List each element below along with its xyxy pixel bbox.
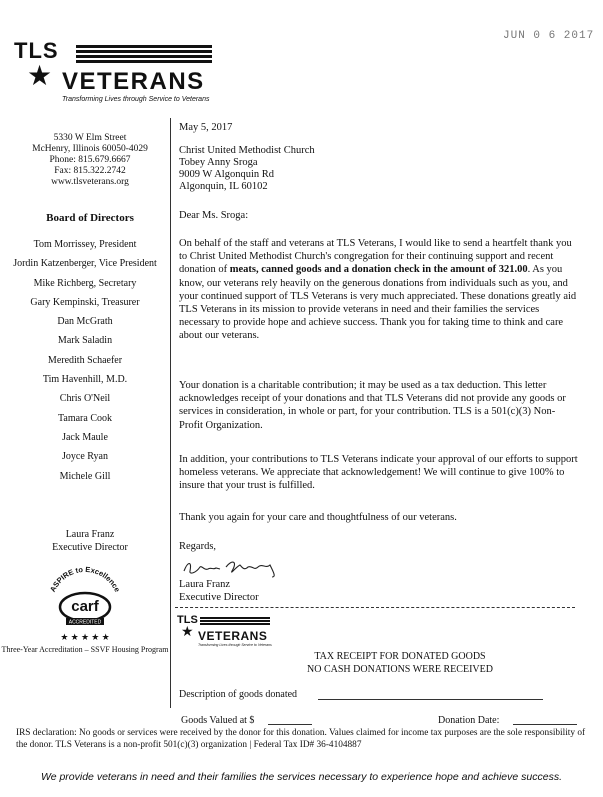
board-member: Joyce Ryan xyxy=(62,451,108,463)
logo-stripes xyxy=(76,45,212,65)
board-member: Tom Morrissey, President xyxy=(33,239,137,250)
logo-tls-text: TLS xyxy=(14,38,59,63)
column-divider xyxy=(170,118,171,708)
board-members-list xyxy=(0,235,170,486)
carf-caption: Three-Year Accreditation – SSVF Housing Program xyxy=(1,645,169,654)
signer-block xyxy=(179,578,259,604)
board-member: Chris O'Neil xyxy=(59,393,111,405)
receipt-title-line2: NO CASH DONATIONS WERE RECEIVED xyxy=(307,664,493,675)
signer-name: Laura Franz xyxy=(179,579,231,590)
recipient-line: Tobey Anny Sroga xyxy=(179,157,258,168)
board-member: Mark Saladin xyxy=(57,335,113,347)
board-member: Tamara Cook xyxy=(57,412,112,424)
letter-date: May 5, 2017 xyxy=(179,122,233,133)
paragraph-thanks-end: . As you know, our veterans rely heavily on the generous donations from individuals such as you, and your continued support of TLS Veterans is very much appreciated. These donations greatly aid TLS Veterans in its mission to provide veterans in need and their families the services necessary to provide hope and achieve success. Thank you for taking time to think and care about our veterans. xyxy=(179,264,577,342)
board-member: Mike Richberg, Secretary xyxy=(33,277,137,289)
star-icon: ★ xyxy=(181,625,194,640)
receipt-logo-tls: TLS xyxy=(177,614,198,626)
donation-date-label: Donation Date: xyxy=(438,715,500,726)
donation-date-field[interactable] xyxy=(513,724,577,725)
board-member: Michele Gill xyxy=(59,470,111,482)
exec-name: Laura Franz xyxy=(65,529,115,540)
svg-text:ASPIRE to Excellence xyxy=(48,565,122,594)
address-website: www.tlsveterans.org xyxy=(51,177,129,187)
recipient-address xyxy=(179,145,315,193)
exec-title: Executive Director xyxy=(52,542,128,553)
receipt-logo-tagline: Transforming Lives through Service to Veterans xyxy=(198,643,272,647)
address-phone: Phone: 815.679.6667 xyxy=(49,155,131,165)
goods-value-label: Goods Valued at $ xyxy=(181,715,255,726)
board-title: Board of Directors xyxy=(46,212,134,224)
address-line: 5330 W Elm Street xyxy=(53,133,127,143)
address-line: McHenry, Illinois 60050-4029 xyxy=(32,144,148,154)
paragraph-closing: Thank you again for your care and thoughtfulness of our veterans. xyxy=(179,512,457,523)
address-fax: Fax: 815.322.2742 xyxy=(54,166,126,176)
salutation: Dear Ms. Sroga: xyxy=(179,210,249,221)
goods-description-label: Description of goods donated xyxy=(179,689,298,700)
regards: Regards, xyxy=(179,541,217,552)
recipient-line: 9009 W Algonquin Rd xyxy=(179,169,274,180)
carf-accreditation-seal xyxy=(40,560,130,650)
receipt-logo-veterans: VETERANS xyxy=(198,629,268,643)
paragraph-thanks-start: On behalf of the staff and veterans at TLS Veterans, I would like to send a heartfelt thank you to Christ United Methodist Church's congregation for their continuing support and recent donation of xyxy=(179,238,572,276)
logo-veterans-text: VETERANS xyxy=(62,68,205,95)
receipt-logo-stripes xyxy=(200,617,270,626)
board-member: Jordin Katzenberger, Vice President xyxy=(13,258,157,270)
receipt-title-line1: TAX RECEIPT FOR DONATED GOODS xyxy=(314,651,486,662)
receipt-cut-line xyxy=(175,607,575,608)
executive-director-block xyxy=(20,528,160,554)
handwritten-signature xyxy=(180,555,290,579)
received-date-stamp: JUN 0 6 2017 xyxy=(503,30,595,42)
goods-description-field[interactable] xyxy=(318,699,543,700)
svg-text:★ ★ ★ ★ ★: ★ ★ ★ ★ ★ xyxy=(60,632,110,642)
paragraph-approval: In addition, your contributions to TLS Veterans indicate your approval of our efforts to support homeless veterans. We appreciate that acknowledgement! We will continue to give 100% to insure that your trust is fulfilled. xyxy=(179,454,578,492)
recipient-line: Christ United Methodist Church xyxy=(179,145,315,156)
board-member: Jack Maule xyxy=(62,431,108,443)
board-member: Gary Kempinski, Treasurer xyxy=(30,296,140,308)
star-icon: ★ xyxy=(27,61,53,92)
board-member: Dan McGrath xyxy=(57,316,113,328)
donation-highlight: meats, canned goods and a donation check in the amount of 321.00 xyxy=(229,264,528,276)
goods-value-field[interactable] xyxy=(268,724,312,725)
carf-word: carf xyxy=(71,598,99,615)
irs-declaration: IRS declaration: No goods or services were received by the donor for this donation. Values claimed for income tax purposes are the sole responsibility of the donor. TLS Veterans is a non-profit 501(c)(3) organization | Federal Tax ID# 36-4104887 xyxy=(16,728,586,750)
board-member: Meredith Schaefer xyxy=(47,354,123,366)
logo-tagline: Transforming Lives through Service to Veterans xyxy=(62,96,210,103)
recipient-line: Algonquin, IL 60102 xyxy=(179,181,268,192)
board-member: Tim Havenhill, M.D. xyxy=(42,374,128,386)
paragraph-thanks xyxy=(179,237,579,343)
carf-ring-text: ASPIRE to Excellence xyxy=(48,564,122,594)
organization-address xyxy=(20,133,160,188)
receipt-title xyxy=(250,650,550,676)
carf-accredited: ACCREDITED xyxy=(68,619,102,626)
paragraph-tax: Your donation is a charitable contribution; it may be used as a tax deduction. This letter acknowledges receipt of your donations and that TLS Veterans did not provide any goods or services in consideration, in whole or part, for your contribution. TLS is a 501(c)(3) Non-Profit Organization. xyxy=(179,380,566,431)
footer-mission: We provide veterans in need and their families the services necessary to experience hope and achieve success. xyxy=(40,771,562,783)
signer-title: Executive Director xyxy=(179,592,259,603)
